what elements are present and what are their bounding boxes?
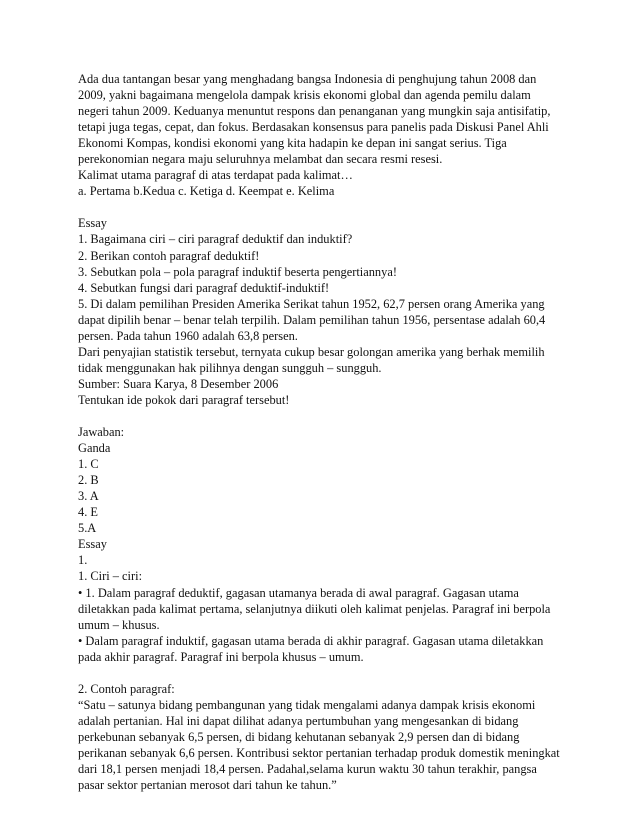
text-line: 2. B: [78, 473, 99, 488]
text-line: 5. Di dalam pemilihan Presiden Amerika Serikat tahun 1952, 62,7 persen orang Amerika yang: [78, 296, 545, 311]
text-line: Ada dua tantangan besar yang menghadang bangsa Indonesia di penghujung tahun 2008 dan: [78, 72, 537, 86]
text-line: tetapi juga tegas, cepat, dan fokus. Berdasakan konsensus para panelis pada Diskusi Panel Ahli: [78, 120, 549, 135]
text-line: perkebunan sebanyak 6,5 persen, di bidang kehutanan sebanyak 2,9 persen dan di bidang: [78, 729, 520, 744]
text-line: 2009, yakni bagaimana mengelola dampak krisis ekonomi global dan agenda pemilu dalam: [78, 88, 531, 103]
text-line: Sumber: Suara Karya, 8 Desember 2006: [78, 376, 279, 391]
essay-questions: [78, 215, 578, 408]
text-line: Essay: [78, 216, 107, 231]
text-line: Ekonomi Kompas, kondisi ekonomi yang kita hadapin ke depan ini sangat serius. Tiga: [78, 136, 507, 151]
text-line: Ganda: [78, 441, 111, 456]
text-line: 5.A: [78, 521, 97, 536]
answers: [78, 424, 578, 665]
text-line: 4. E: [78, 505, 98, 520]
text-line: pasar sektor pertanian merosot dari tahun ke tahun.”: [78, 778, 337, 793]
text-line: a. Pertama b.Kedua c. Ketiga d. Keempat e. Kelima: [78, 184, 335, 199]
text-line: Tentukan ide pokok dari paragraf tersebut!: [78, 392, 290, 407]
text-line: Essay: [78, 537, 107, 552]
paragraph-spacer: [78, 665, 578, 681]
text-line: perikanan sebanyak 6,6 persen. Kontribusi sektor pertanian terhadap produk domestik meningkat: [78, 745, 560, 760]
intro-paragraph: [78, 71, 578, 199]
paragraph-spacer: [78, 199, 578, 215]
text-line: Jawaban:: [78, 425, 125, 440]
text-line: dapat dipilih benar – benar telah terpilih. Dalam pemilihan tahun 1956, persentase adalah 60,4: [78, 312, 546, 327]
text-line: 2. Berikan contoh paragraf deduktif!: [78, 248, 260, 263]
text-line: 4. Sebutkan fungsi dari paragraf deduktif-induktif!: [78, 280, 330, 295]
text-line: pada akhir paragraf. Paragraf ini berpola khusus – umum.: [78, 649, 364, 664]
text-line: 2. Contoh paragraf:: [78, 681, 175, 696]
text-line: 1. C: [78, 457, 99, 472]
text-line: • 1. Dalam paragraf deduktif, gagasan utamanya berada di awal paragraf. Gagasan utama: [78, 585, 519, 600]
text-line: persen. Pada tahun 1960 adalah 63,8 persen.: [78, 328, 298, 343]
text-line: 1.: [78, 553, 88, 568]
text-line: umum – khusus.: [78, 617, 160, 632]
text-line: 3. Sebutkan pola – pola paragraf induktif beserta pengertiannya!: [78, 264, 397, 279]
text-line: • Dalam paragraf induktif, gagasan utama berada di akhir paragraf. Gagasan utama diletakkan: [78, 633, 544, 648]
text-line: tidak menggunakan hak pilihnya dengan sungguh – sungguh.: [78, 360, 382, 375]
example-paragraph: [78, 681, 578, 793]
text-line: Kalimat utama paragraf di atas terdapat pada kalimat…: [78, 168, 353, 183]
text-line: adalah pertanian. Hal ini dapat dilihat adanya pertumbuhan yang mengesankan di bidang: [78, 713, 519, 728]
text-line: negeri tahun 2009. Keduanya menuntut respons dan penanganan yang mungkin saja antisifatip,: [78, 104, 551, 119]
text-line: “Satu – satunya bidang pembangunan yang tidak mengalami adanya dampak krisis ekonomi: [78, 697, 536, 712]
text-line: dari 18,1 persen menjadi 18,4 persen. Padahal,selama kurun waktu 30 tahun terakhir, pangsa: [78, 762, 537, 777]
paragraph-spacer: [78, 408, 578, 424]
text-line: diletakkan pada kalimat pertama, selanjutnya diikuti oleh kalimat penjelas. Paragraf ini berpola: [78, 601, 551, 616]
document-body: [78, 71, 578, 793]
text-line: Dari penyajian statistik tersebut, ternyata cukup besar golongan amerika yang berhak memilih: [78, 344, 545, 359]
text-line: 1. Ciri – ciri:: [78, 569, 143, 584]
text-line: perekonomian negara maju seluruhnya melambat dan secara resmi resesi.: [78, 152, 443, 167]
text-line: 1. Bagaimana ciri – ciri paragraf deduktif dan induktif?: [78, 232, 353, 247]
text-line: 3. A: [78, 489, 99, 504]
